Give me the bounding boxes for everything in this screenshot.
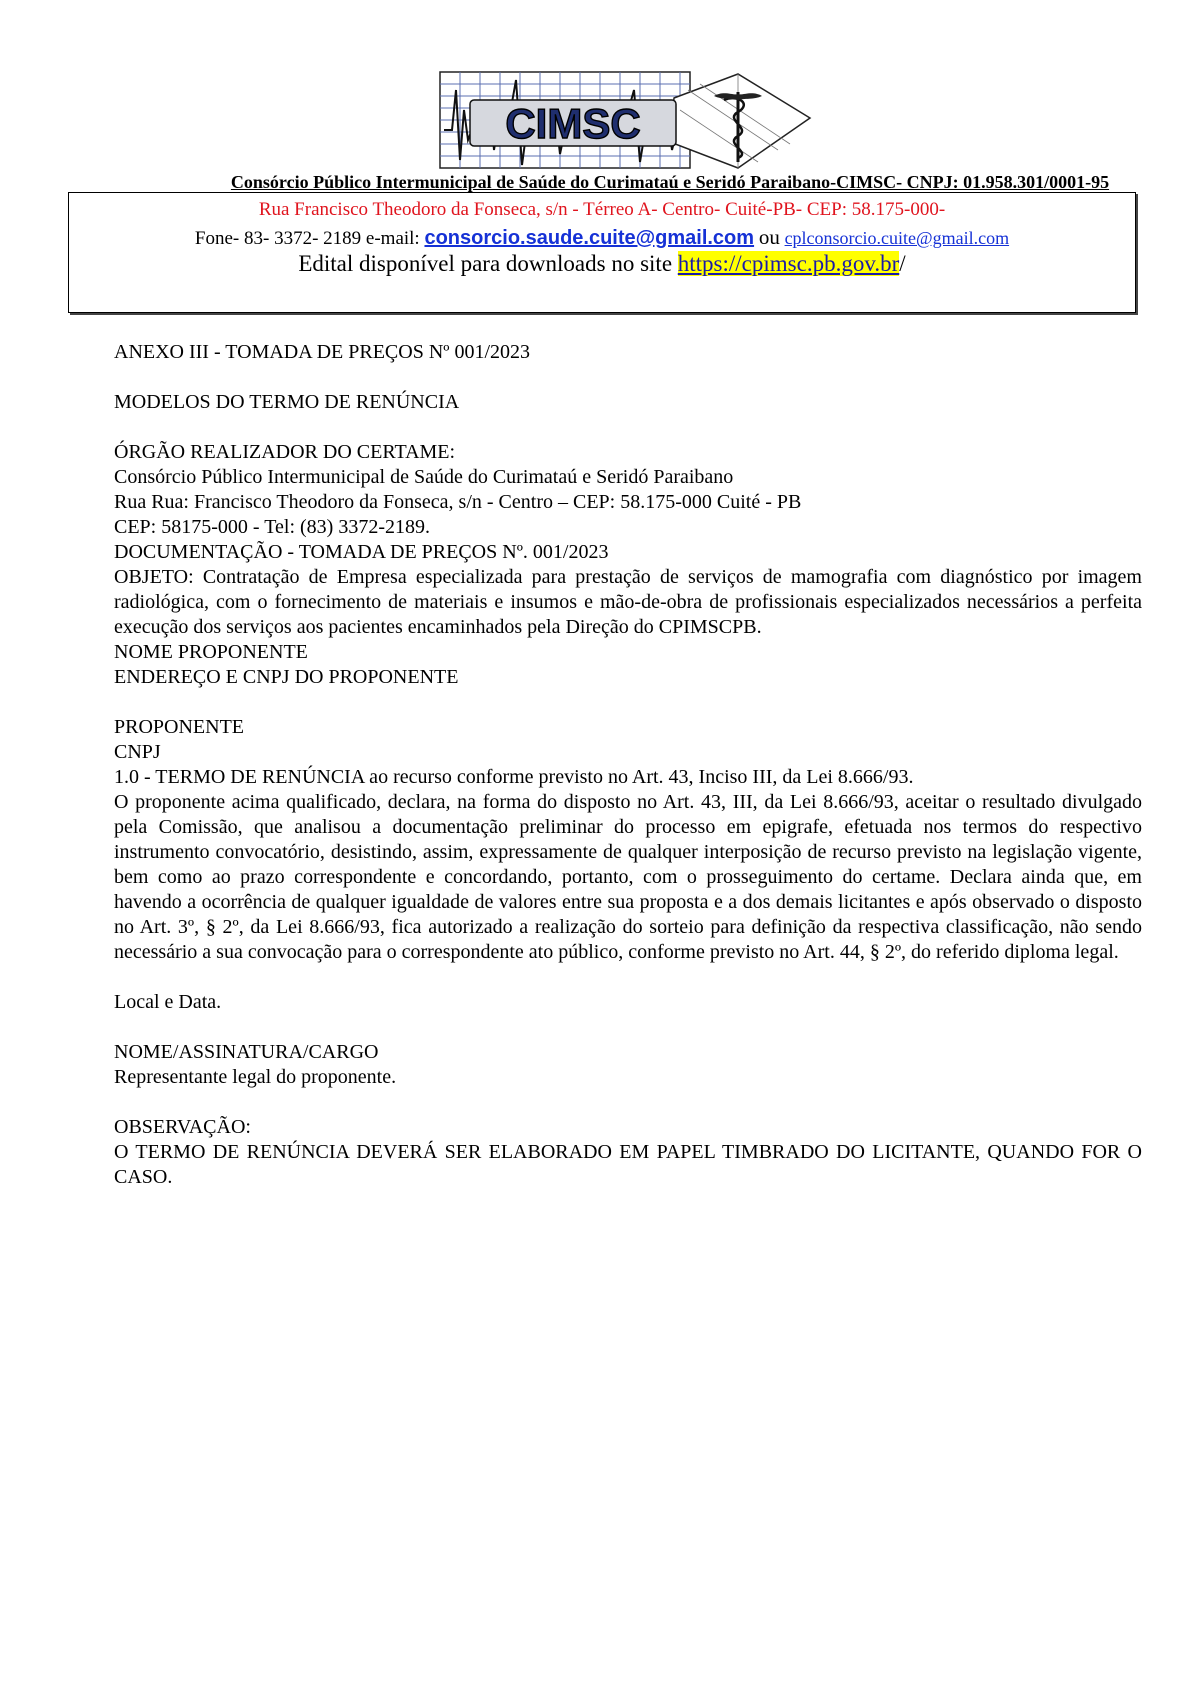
or-word: ou [758, 225, 780, 249]
header-contact-line [69, 225, 1135, 250]
phone-label: Fone- 83- 3372- 2189 e-mail: [194, 228, 420, 249]
site-link[interactable]: https://cpimsc.pb.gov.br [677, 251, 900, 276]
models-title: MODELOS DO TERMO DE RENÚNCIA [114, 391, 460, 413]
header-contact-box [68, 192, 1136, 313]
observation-heading: OBSERVAÇÃO: [114, 1116, 251, 1138]
local-data: Local e Data. [114, 991, 222, 1013]
termo-title: 1.0 - TERMO DE RENÚNCIA ao recurso conforme previsto no Art. 43, Inciso III, da Lei 8.666/93. [114, 766, 914, 788]
document-body [114, 340, 1142, 1190]
cimsc-logo-text: CIMSC [505, 100, 641, 147]
termo-body: O proponente acima qualificado, declara, na forma do disposto no Art. 43, III, da Lei 8.666/93, aceitar o resultado divulgado pela Comissão, que analisou a documentação preliminar do processo em epigrafe, efetuada nos termos do respectivo instrumento convocatório, desistindo, assim, expressamente de qualquer interposição de recurso previsto na legislação vigente, bem como ao prazo correspondente e concordando, portanto, com o prosseguimento do certame. Declara ainda que, em havendo a ocorrência de qualquer igualdade de valores entre sua proposta e a dos demais licitantes e após observado o disposto no Art. 3º, § 2º, da Lei 8.666/93, fica autorizado a realização do sorteio para definição da respectiva classificação, não sendo necessário a sua convocação para o correspondente ato público, conforme previsto no Art. 44, § 2º, do referido diploma legal. [114, 791, 1142, 963]
cimsc-logo-graphic [438, 70, 816, 172]
cimsc-logo [438, 70, 816, 172]
representative-label: Representante legal do proponente. [114, 1066, 397, 1088]
cnpj-label: CNPJ [114, 741, 161, 763]
edital-label: Edital disponível para downloads no site [298, 251, 673, 276]
org-name: Consórcio Público Intermunicipal de Saúde do Curimataú e Seridó Paraibano [114, 466, 734, 488]
observation-text: O TERMO DE RENÚNCIA DEVERÁ SER ELABORADO EM PAPEL TIMBRADO DO LICITANTE, QUANDO FOR O CASO. [114, 1141, 1142, 1188]
signature-label: NOME/ASSINATURA/CARGO [114, 1041, 379, 1063]
organization-line: Consórcio Público Intermunicipal de Saúde do Curimataú e Seridó Paraibano-CIMSC- CNPJ: 01.958.301/0001-95 [230, 172, 1110, 192]
proponente-label: PROPONENTE [114, 716, 245, 738]
primary-email-link[interactable]: consorcio.saude.cuite@gmail.com [424, 227, 755, 249]
header-address: Rua Francisco Theodoro da Fonseca, s/n - Térreo A- Centro- Cuité-PB- CEP: 58.175-000- [258, 199, 946, 220]
objeto-paragraph: OBJETO: Contratação de Empresa especializada para prestação de serviços de mamografia com diagnóstico por imagem radiológica, com o fornecimento de materiais e insumos e mão-de-obra de profissionais especializados necessários a perfeita execução dos serviços aos pacientes encaminhados pela Direção do CPIMSCPB. [114, 566, 1142, 638]
org-address: Rua Rua: Francisco Theodoro da Fonseca, s/n - Centro – CEP: 58.175-000 Cuité - PB [114, 491, 802, 513]
annex-title: ANEXO III - TOMADA DE PREÇOS Nº 001/2023 [114, 341, 531, 363]
documentation-line: DOCUMENTAÇÃO - TOMADA DE PREÇOS Nº. 001/2023 [114, 541, 609, 563]
nome-proponente: NOME PROPONENTE [114, 641, 308, 663]
endereco-cnpj: ENDEREÇO E CNPJ DO PROPONENTE [114, 666, 459, 688]
org-cep-tel: CEP: 58175-000 - Tel: (83) 3372-2189. [114, 516, 430, 538]
site-suffix: / [899, 251, 906, 276]
org-heading: ÓRGÃO REALIZADOR DO CERTAME: [114, 441, 456, 463]
edital-line [69, 251, 1135, 277]
secondary-email-link[interactable]: cplconsorcio.cuite@gmail.com [784, 228, 1010, 248]
